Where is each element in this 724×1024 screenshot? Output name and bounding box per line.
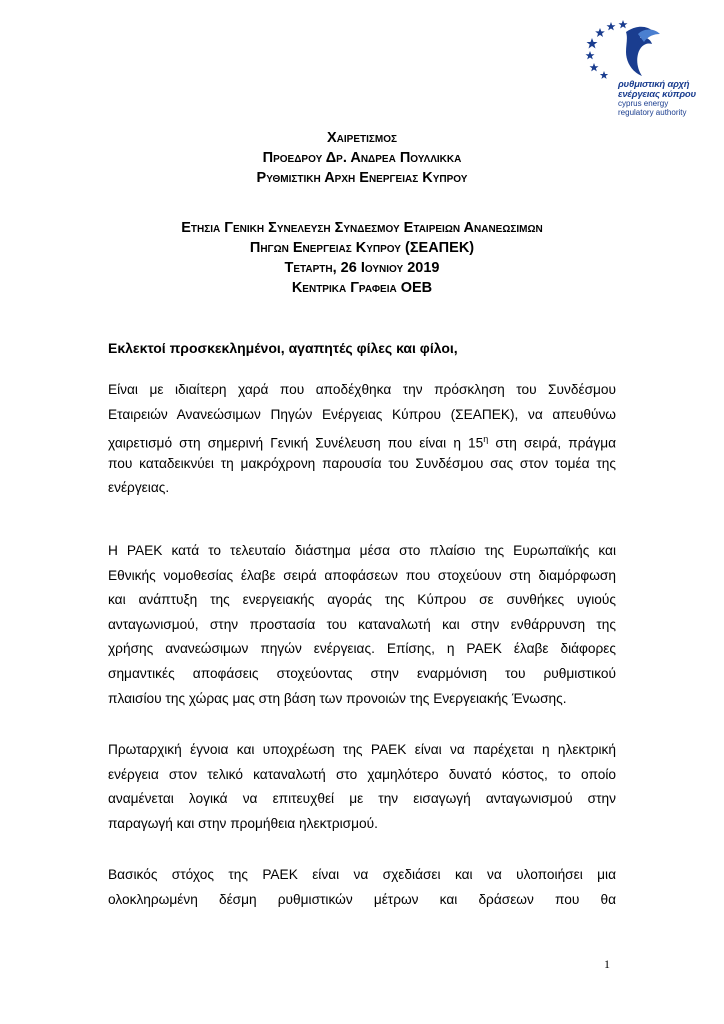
- paragraph-line: ενέργεια στον τελικό καταναλωτή στο χαμηλότερο δυνατό κόστος, το οποίο: [108, 766, 616, 782]
- star-icon: [590, 63, 599, 71]
- title-line-2: Προεδρου Δρ. Ανδρεα Πουλλικκα: [262, 150, 462, 166]
- event-line-1: Ετησια Γενικη Συνελευση Συνδεσμου Εταιρειων Ανανεωσιμων: [181, 220, 543, 236]
- paragraph: [108, 863, 616, 912]
- paragraph-line: ανταγωνισμού, στην προστασία του καταναλωτή και στην ενθάρρυνση της: [108, 616, 616, 632]
- speech-title: [80, 128, 644, 188]
- paragraph-line: χαιρετισμό στη σημερινή Γενική Συνέλευση που είναι η $15^\eta$ στη σειρά, πράγμα: [108, 434, 616, 451]
- event-line-3: Τεταρτη, 26 Ιουνιου 2019: [284, 260, 440, 276]
- paragraph-line: αναμένεται λογικά να επιτευχθεί με την εισαγωγή ανταγωνισμού στην: [108, 791, 616, 807]
- paragraph-line: πλαισίου της χώρας μας στη βάση των προνοιών της Ενεργειακής Ένωσης.: [108, 690, 567, 706]
- paragraph-line: και ανάπτυξη της ενεργειακής αγοράς της Κύπρου σε συνθήκες υγιούς: [108, 592, 616, 608]
- paragraph-line: Εθνικής νομοθεσίας έλαβε σειρά αποφάσεων που στοχεύουν στη διαμόρφωση: [108, 567, 616, 583]
- star-icon: [586, 51, 595, 59]
- logo-line-4: regulatory authority: [618, 108, 687, 117]
- event-line-4: Κεντρικα Γραφεια ΟΕΒ: [291, 280, 433, 296]
- ordinal-suffix: η: [483, 434, 489, 445]
- paragraph-line: Εταιρειών Ανανεώσιμων Πηγών Ενέργειας Κύπρου (ΣΕΑΠΕΚ), να απευθύνω: [108, 406, 616, 422]
- star-icon: [600, 71, 608, 79]
- paragraph-line: Πρωταρχική έγνοια και υποχρέωση της ΡΑΕΚ είναι να παρέχεται η ηλεκτρική: [108, 742, 616, 757]
- logo-line-1: ρυθμιστική αρχή: [618, 79, 690, 90]
- stars-and-bird-emblem: [582, 18, 702, 82]
- paragraph-line: Η ΡΑΕΚ κατά το τελευταίο διάστημα μέσα στο πλαίσιο της Ευρωπαϊκής και: [108, 543, 616, 558]
- star-icon: [587, 38, 598, 49]
- title-line-3: Ρυθμιστικη Αρχη Ενεργειας Κυπρου: [256, 170, 468, 186]
- event-title: [80, 218, 644, 298]
- event-line-2: Πηγων Ενεργειας Κυπρου (ΣΕΑΠΕΚ): [249, 240, 475, 256]
- paragraph-line: ολοκληρωμένη δέσμη ρυθμιστικών μέτρων και δράσεων που θα: [108, 891, 616, 907]
- page-number: 1: [604, 957, 610, 971]
- logo-line-3: cyprus energy: [618, 99, 669, 108]
- paragraph: [108, 539, 616, 711]
- paragraph-line: Είναι με ιδιαίτερη χαρά που αποδέχθηκα την πρόσκληση του Συνδέσμου: [108, 382, 616, 397]
- logo-line-2: ενέργειας κύπρου: [618, 88, 696, 100]
- paragraph-line: σημαντικές αποφάσεις στοχεύοντας στην εναρμόνιση του ρυθμιστικού: [108, 665, 616, 681]
- logo-wordmark: [618, 80, 718, 117]
- paragraph-line: ενέργειας.: [108, 480, 170, 496]
- paragraph-line: που καταδεικνύει τη μακρόχρονη παρουσία του Συνδέσμου σας στον τομέα της: [108, 455, 616, 471]
- paragraph: [108, 738, 616, 836]
- title-line-1: Χαιρετισμος: [326, 130, 397, 146]
- paragraph-line: χρήσης ανανεώσιμων πηγών ενέργειας. Επίσης, η ΡΑΕΚ έλαβε διάφορες: [108, 641, 616, 657]
- star-icon: [595, 28, 605, 37]
- paragraph-line: Βασικός στόχος της ΡΑΕΚ είναι να σχεδιάσει και να υλοποιήσει μια: [108, 867, 616, 882]
- paragraph: [108, 378, 616, 501]
- star-icon: [619, 20, 628, 28]
- paragraph-line: παραγωγή και στην προμήθεια ηλεκτρισμού.: [108, 815, 378, 831]
- salutation: Εκλεκτοί προσκεκλημένοι, αγαπητές φίλες και φίλοι,: [108, 340, 458, 356]
- star-icon: [607, 22, 616, 30]
